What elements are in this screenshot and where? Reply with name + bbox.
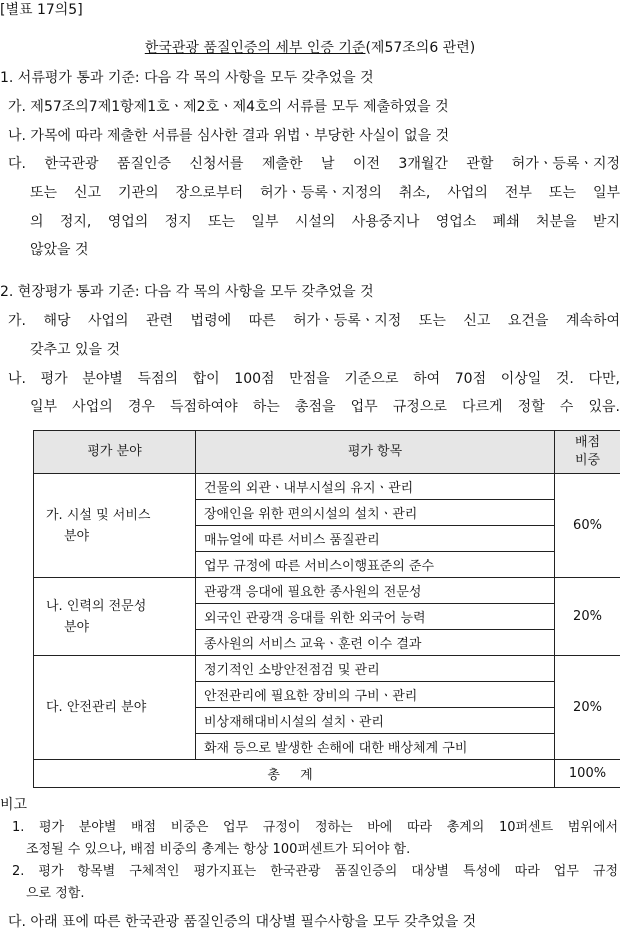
section1-item-da-line1: 다. 한국관광 품질인증 신청서를 제출한 날 이전 3개월간 관할 허가ㆍ등록ㆍ지정 <box>8 156 620 172</box>
total-label: 총 계 <box>34 760 555 788</box>
section1-item-da-line3: 의 정지, 영업의 정지 또는 일부 시설의 사용중지나 영업소 폐쇄 처분을 받지 <box>30 214 620 230</box>
section-da-heading: 다. 아래 표에 따른 한국관광 품질인증의 대상별 필수사항을 모두 갖추었을 것 <box>8 914 477 930</box>
eval-item: 정기적인 소방안전점검 및 관리 <box>196 656 555 682</box>
eval-item: 매뉴얼에 따른 서비스 품질관리 <box>196 526 555 552</box>
table-row <box>34 474 620 500</box>
section2-item-ga-line2: 갖추고 있을 것 <box>30 342 121 358</box>
document-title <box>0 38 620 58</box>
section2-item-na-line2: 일부 사업의 경우 득점하여야 하는 총점을 업무 규정으로 다르게 정할 수 있음. <box>30 399 620 415</box>
section1-item-da-line2: 또는 신고 기관의 장으로부터 허가ㆍ등록ㆍ지정의 취소, 사업의 전부 또는 일부 <box>30 185 620 201</box>
area-label-line1: 다. 안전관리 분야 <box>46 700 147 715</box>
table-header-row <box>34 431 620 474</box>
header-item: 평가 항목 <box>196 431 555 474</box>
eval-item: 비상재해대비시설의 설치ㆍ관리 <box>196 708 555 734</box>
evaluation-table <box>33 430 620 788</box>
area-facility-service <box>34 474 196 578</box>
annex-label: [별표 17의5] <box>0 2 83 18</box>
eval-item: 건물의 외관ㆍ내부시설의 유지ㆍ관리 <box>196 474 555 500</box>
note2-line1: 2. 평가 항목별 구체적인 평가지표는 한국관광 품질인증의 대상별 특성에 따라 업무 규정 <box>12 864 618 879</box>
total-value: 100% <box>555 760 620 788</box>
ratio-staff-expertise: 20% <box>555 578 620 656</box>
header-ratio <box>555 431 620 474</box>
table-total-row <box>34 760 620 788</box>
eval-item: 장애인을 위한 편의시설의 설치ㆍ관리 <box>196 500 555 526</box>
title-main: 한국관광 품질인증의 세부 인증 기준 <box>144 40 366 56</box>
eval-item: 외국인 관광객 응대를 위한 외국어 능력 <box>196 604 555 630</box>
section2-heading: 2. 현장평가 통과 기준: 다음 각 목의 사항을 모두 갖추었을 것 <box>0 284 374 300</box>
area-safety-management <box>34 656 196 760</box>
header-area: 평가 분야 <box>34 431 196 474</box>
eval-item: 업무 규정에 따른 서비스이행표준의 준수 <box>196 552 555 578</box>
area-label-line2: 분야 <box>64 528 90 544</box>
note1-line2: 조정될 수 있으나, 배점 비중의 총계는 항상 100퍼센트가 되어야 함. <box>26 842 411 857</box>
area-staff-expertise <box>34 578 196 656</box>
title-sub: (제57조의6 관련) <box>365 40 476 56</box>
section1-item-na: 나. 가목에 따라 제출한 서류를 심사한 결과 위법ㆍ부당한 사실이 없을 것 <box>8 128 450 144</box>
area-label-line1: 가. 시설 및 서비스 <box>46 507 151 523</box>
table-row <box>34 578 620 604</box>
area-label-line1: 나. 인력의 전문성 <box>46 598 147 614</box>
header-ratio-line1: 배점 <box>574 435 601 450</box>
header-ratio-line2: 비중 <box>574 453 601 468</box>
eval-item: 안전관리에 필요한 장비의 구비ㆍ관리 <box>196 682 555 708</box>
table-row <box>34 656 620 682</box>
eval-item: 종사원의 서비스 교육ㆍ훈련 이수 결과 <box>196 630 555 656</box>
section1-item-da-line4: 않았을 것 <box>30 242 89 258</box>
ratio-facility-service: 60% <box>555 474 620 578</box>
note2-line2: 으로 정함. <box>26 886 85 901</box>
section1-heading: 1. 서류평가 통과 기준: 다음 각 목의 사항을 모두 갖추었을 것 <box>0 70 374 86</box>
area-label-line2: 분야 <box>64 619 90 635</box>
ratio-safety-management: 20% <box>555 656 620 760</box>
eval-item: 관광객 응대에 필요한 종사원의 전문성 <box>196 578 555 604</box>
section2-item-na-line1: 나. 평가 분야별 득점의 합이 100점 만점을 기준으로 하여 70점 이상일 것. 다만, <box>8 371 620 387</box>
section1-item-ga: 가. 제57조의7제1항제1호ㆍ제2호ㆍ제4호의 서류를 모두 제출하였을 것 <box>8 99 449 115</box>
eval-item: 화재 등으로 발생한 손해에 대한 배상체계 구비 <box>196 734 555 760</box>
section2-item-ga-line1: 가. 해당 사업의 관련 법령에 따른 허가ㆍ등록ㆍ지정 또는 신고 요건을 계속하여 <box>8 313 620 329</box>
notes-heading: 비고 <box>0 797 28 813</box>
note1-line1: 1. 평가 분야별 배점 비중은 업무 규정이 정하는 바에 따라 총계의 10퍼센트 범위에서 <box>12 820 618 835</box>
